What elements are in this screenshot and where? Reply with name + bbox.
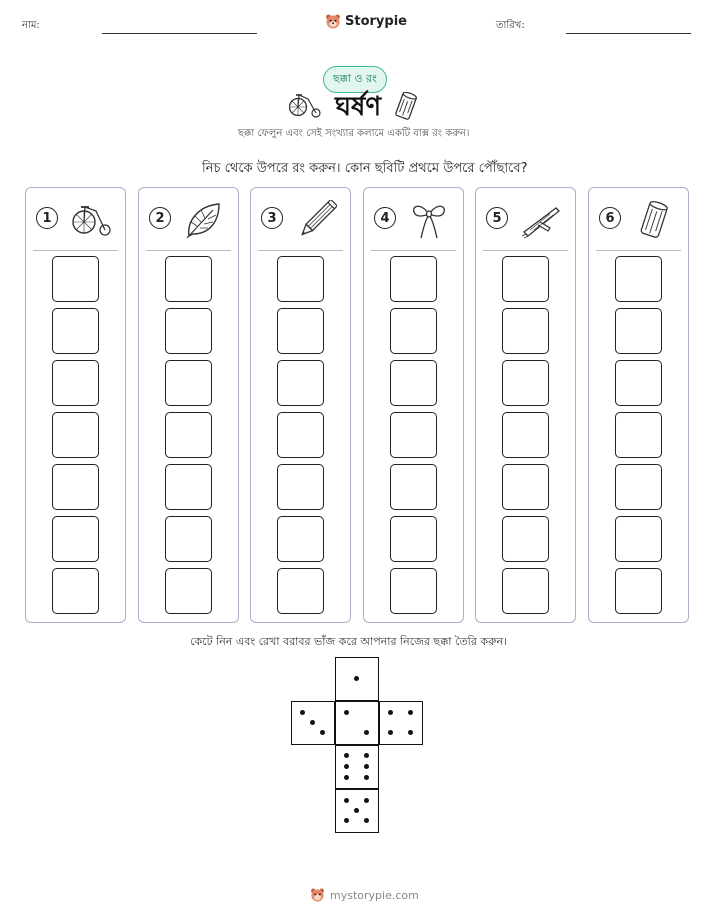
column-number: 4 — [374, 207, 396, 229]
color-box[interactable] — [390, 516, 437, 562]
die-pip — [364, 775, 369, 780]
color-box[interactable] — [165, 464, 212, 510]
footer-url[interactable]: mystorypie.com — [330, 888, 419, 902]
category-badge: ছক্কা ও রং — [323, 66, 387, 93]
color-box[interactable] — [502, 256, 549, 302]
color-box[interactable] — [165, 360, 212, 406]
color-box[interactable] — [502, 308, 549, 354]
column-number: 5 — [486, 207, 508, 229]
color-box[interactable] — [615, 360, 662, 406]
name-line[interactable] — [102, 33, 257, 34]
storypie-mascot-icon — [325, 13, 341, 30]
color-box[interactable] — [277, 256, 324, 302]
pencil-icon — [295, 200, 337, 240]
column-3 — [250, 187, 351, 623]
die-pip — [354, 808, 359, 813]
color-box[interactable] — [615, 464, 662, 510]
die-pip — [364, 730, 369, 735]
bicycle-icon — [70, 200, 112, 240]
color-box[interactable] — [277, 412, 324, 458]
die-pip — [364, 798, 369, 803]
column-number: 1 — [36, 207, 58, 229]
stick-icon — [520, 200, 562, 240]
die-pip — [344, 710, 349, 715]
color-box[interactable] — [52, 412, 99, 458]
column-4 — [363, 187, 464, 623]
brand-name: Storypie — [345, 14, 407, 29]
color-box[interactable] — [615, 516, 662, 562]
color-box[interactable] — [277, 464, 324, 510]
die-pip — [388, 730, 393, 735]
die-pip — [344, 798, 349, 803]
die-pip — [344, 775, 349, 780]
color-box[interactable] — [502, 412, 549, 458]
color-box[interactable] — [615, 308, 662, 354]
die-face-2 — [335, 701, 379, 745]
color-box[interactable] — [165, 308, 212, 354]
storypie-mascot-icon — [310, 887, 325, 903]
die-face-1 — [335, 657, 379, 701]
column-number: 6 — [599, 207, 621, 229]
column-divider — [33, 250, 118, 251]
column-divider — [371, 250, 456, 251]
color-box[interactable] — [502, 464, 549, 510]
cut-instruction: কেটে নিন এবং রেখা বরাবর ভাঁজ করে আপনার নিজের ছক্কা তৈরি করুন। — [190, 635, 508, 648]
column-divider — [596, 250, 681, 251]
die-pip — [364, 753, 369, 758]
color-box[interactable] — [390, 308, 437, 354]
column-2 — [138, 187, 239, 623]
die-pip — [408, 730, 413, 735]
die-pip — [354, 676, 359, 681]
die-pip — [320, 730, 325, 735]
color-box[interactable] — [165, 568, 212, 614]
bicycle-icon — [289, 92, 321, 118]
column-number: 2 — [149, 207, 171, 229]
date-line[interactable] — [566, 33, 691, 34]
color-box[interactable] — [615, 256, 662, 302]
die-pip — [300, 710, 305, 715]
color-box[interactable] — [390, 256, 437, 302]
die-pip — [364, 818, 369, 823]
color-box[interactable] — [502, 360, 549, 406]
column-5 — [475, 187, 576, 623]
column-divider — [146, 250, 231, 251]
instruction: নিচ থেকে উপরে রং করুন। কোন ছবিটি প্রথমে উপরে পৌঁছাবে? — [202, 161, 528, 176]
color-box[interactable] — [165, 256, 212, 302]
color-box[interactable] — [502, 568, 549, 614]
die-pip — [344, 753, 349, 758]
color-box[interactable] — [390, 464, 437, 510]
color-box[interactable] — [277, 516, 324, 562]
date-label: তারিখ: — [496, 20, 525, 31]
die-face-6 — [335, 745, 379, 789]
column-6 — [588, 187, 689, 623]
color-box[interactable] — [52, 516, 99, 562]
leaf-icon — [183, 200, 225, 240]
color-box[interactable] — [52, 568, 99, 614]
log-icon — [394, 92, 418, 120]
die-pip — [344, 764, 349, 769]
color-box[interactable] — [390, 360, 437, 406]
color-box[interactable] — [52, 464, 99, 510]
color-box[interactable] — [52, 308, 99, 354]
column-divider — [258, 250, 343, 251]
die-pip — [388, 710, 393, 715]
color-box[interactable] — [502, 516, 549, 562]
color-box[interactable] — [52, 360, 99, 406]
color-box[interactable] — [165, 516, 212, 562]
die-pip — [344, 818, 349, 823]
log-icon — [633, 200, 675, 240]
color-box[interactable] — [277, 360, 324, 406]
column-divider — [483, 250, 568, 251]
color-box[interactable] — [615, 412, 662, 458]
subtitle: ছক্কা ফেলুন এবং সেই সংখ্যার কলামে একটি বাক্স রং করুন। — [238, 128, 470, 139]
color-box[interactable] — [52, 256, 99, 302]
die-pip — [408, 710, 413, 715]
color-box[interactable] — [390, 568, 437, 614]
die-face-5 — [335, 789, 379, 833]
color-box[interactable] — [277, 308, 324, 354]
die-face-4 — [379, 701, 423, 745]
color-box[interactable] — [615, 568, 662, 614]
color-box[interactable] — [277, 568, 324, 614]
die-pip — [310, 720, 315, 725]
name-label: নাম: — [22, 20, 40, 31]
column-1 — [25, 187, 126, 623]
color-box[interactable] — [390, 412, 437, 458]
die-face-3 — [291, 701, 335, 745]
brand-logo — [325, 13, 407, 30]
bow-icon — [408, 200, 450, 240]
footer — [310, 887, 419, 903]
die-pip — [364, 764, 369, 769]
page-title: ঘর্ষণ — [335, 92, 382, 122]
color-box[interactable] — [165, 412, 212, 458]
column-number: 3 — [261, 207, 283, 229]
